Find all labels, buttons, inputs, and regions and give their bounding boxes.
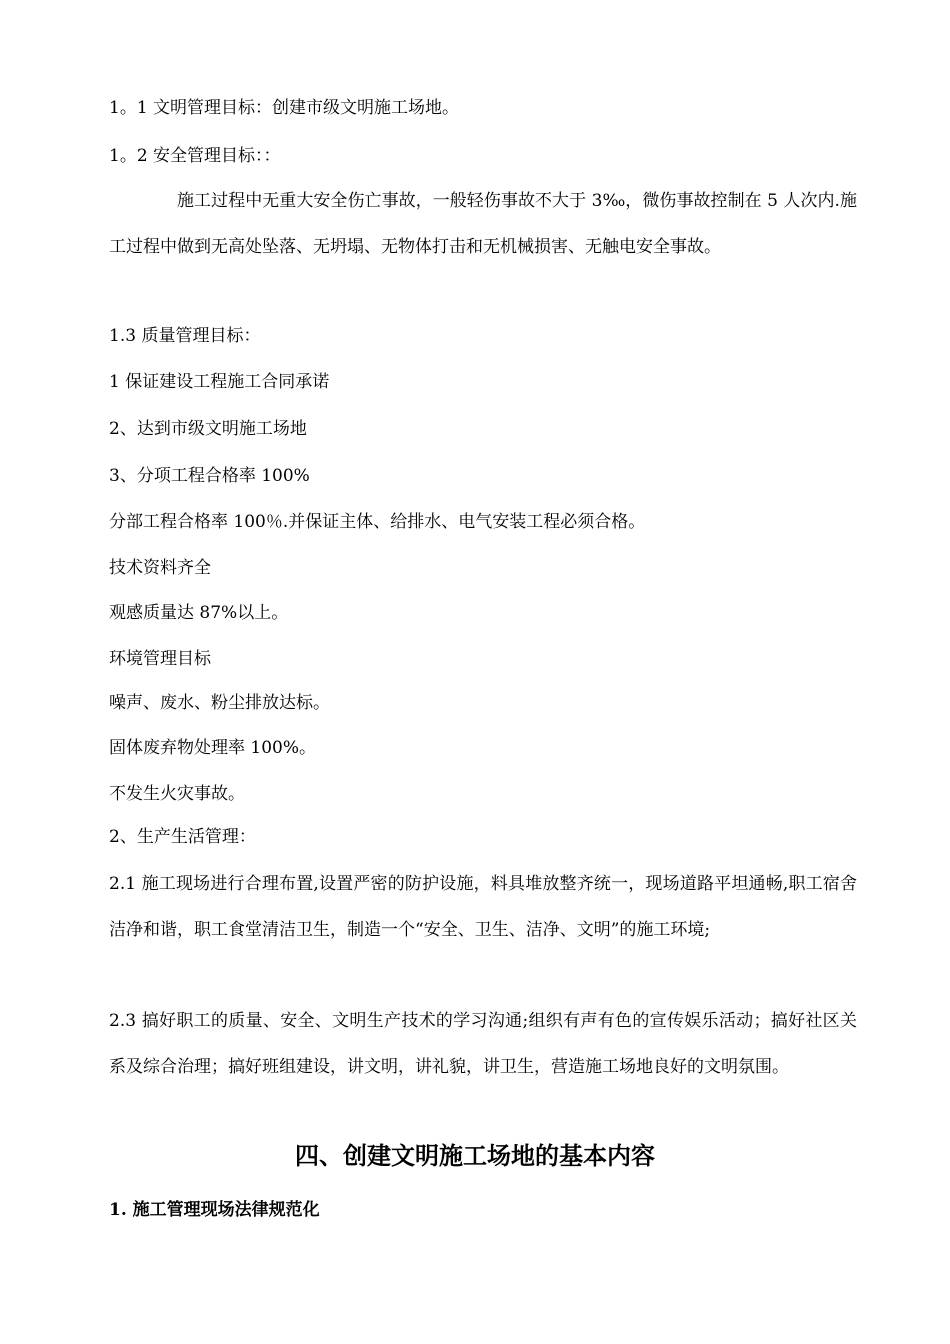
civilization-target-line: 1。1 文明管理目标：创建市级文明施工场地。 bbox=[109, 98, 460, 118]
quality-item-5: 技术资料齐全 bbox=[109, 558, 211, 578]
quality-item-3: 3、分项工程合格率 100% bbox=[109, 466, 310, 486]
production-life-management-line: 2、生产生活管理： bbox=[109, 827, 256, 847]
environment-item-2: 固体废弃物处理率 100%。 bbox=[109, 738, 317, 758]
paragraph-2-1: 2.1 施工现场进行合理布置,设置严密的防护设施，料具堆放整齐统一，现场道路平坦通畅,职工宿舍洁净和谐，职工食堂清洁卫生，制造一个“安全、卫生、洁净、文明”的施工环境; bbox=[109, 874, 857, 940]
paragraph-2-3: 2.3 搞好职工的质量、安全、文明生产技术的学习沟通;组织有声有色的宣传娱乐活动；搞好社区关系及综合治理；搞好班组建设，讲文明，讲礼貌，讲卫生，营造施工场地良好的文明氛围。 bbox=[109, 1011, 857, 1077]
environment-item-1: 噪声、废水、粉尘排放达标。 bbox=[109, 693, 330, 713]
environment-target-line: 环境管理目标 bbox=[109, 649, 211, 669]
quality-target-line: 1.3 质量管理目标： bbox=[109, 326, 261, 346]
section-title: 四、创建文明施工场地的基本内容 bbox=[295, 1142, 655, 1170]
subsection-title: 1. 施工管理现场法律规范化 bbox=[109, 1200, 320, 1220]
quality-item-1: 1 保证建设工程施工合同承诺 bbox=[109, 372, 330, 392]
environment-item-3: 不发生火灾事故。 bbox=[109, 784, 245, 804]
quality-item-2: 2、达到市级文明施工场地 bbox=[109, 419, 307, 439]
safety-target-line: 1。2 安全管理目标：： bbox=[109, 146, 281, 166]
quality-item-6: 观感质量达 87%以上。 bbox=[109, 603, 289, 623]
safety-target-paragraph: 施工过程中无重大安全伤亡事故，一般轻伤事故不大于 3‰，微伤事故控制在 5 人次内.施工过程中做到无高处坠落、无坍塌、无物体打击和无机械损害、无触电安全事故。 bbox=[109, 191, 857, 257]
quality-item-4: 分部工程合格率 100％.并保证主体、给排水、电气安装工程必须合格。 bbox=[109, 512, 646, 532]
